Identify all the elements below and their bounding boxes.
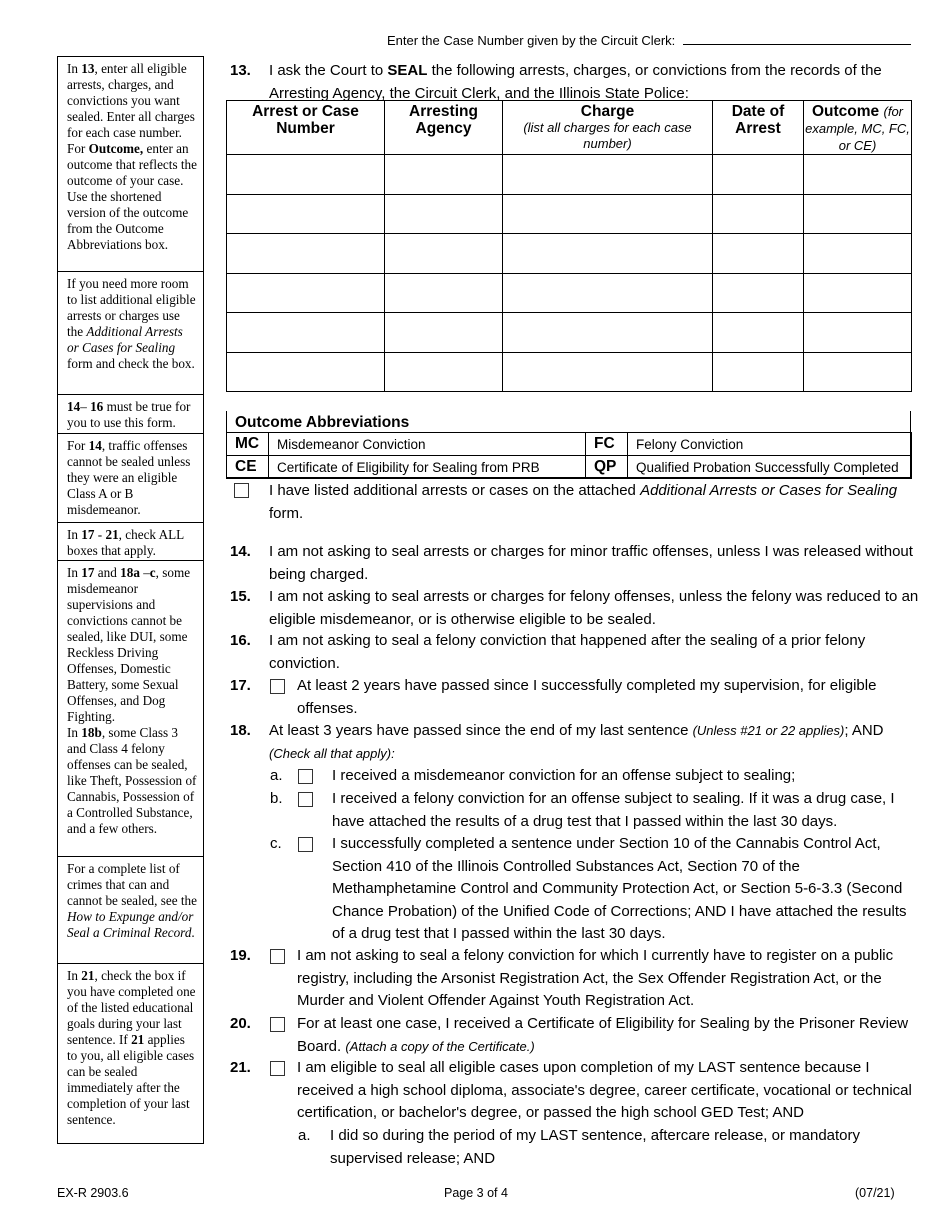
item-18a-label: a.	[270, 767, 283, 784]
outcome-cell[interactable]	[804, 273, 912, 313]
charge-cell[interactable]	[503, 352, 713, 392]
sidebar-box-17-21: In 17 - 21, check ALL boxes that apply.	[58, 523, 203, 561]
charge-cell[interactable]	[503, 194, 713, 234]
sidebar-box-complete-list: For a complete list of crimes that can and cannot be sealed, see the How to Expunge and/or Seal a Criminal Record.	[58, 857, 203, 964]
instructions-sidebar	[57, 56, 204, 1144]
sidebar-box-14-16: 14– 16 must be true for you to use this form.	[58, 395, 203, 434]
case-number-prompt: Enter the Case Number given by the Circuit Clerk:	[387, 33, 676, 48]
date-cell[interactable]	[713, 234, 804, 274]
case-number-cell[interactable]	[227, 155, 385, 195]
item-18: 18. At least 3 years have passed since the end of my last sentence (Unless #21 or 22 applies); AND (Check all that apply): a. I received a misdemeanor conviction for an offense subject to sealing; b. I received a felony conviction for an offense subject to sealing. If it was a drug case, I have attached the results of a drug test that I passed within the last 30 days. c. I successfully completed a sentence under Section 10 of the Cannabis Control Act, Section 410 of the Illinois Controlled Substances Act, Section 70 of the Methamphetamine Control and Community Protection Act, or Section 5-6-3.3 (Second Chance Probation) of the Unified Code of Corrections; AND I have attached the results of a drug test that I passed within the last 30 days.	[230, 720, 920, 945]
case-number-cell[interactable]	[227, 352, 385, 392]
arrests-table	[226, 100, 912, 392]
agency-cell[interactable]	[385, 194, 503, 234]
outcome-cell[interactable]	[804, 313, 912, 353]
agency-cell[interactable]	[385, 352, 503, 392]
table-row	[227, 234, 912, 274]
sidebar-box-additional: If you need more room to list additional eligible arrests or charges use the Additional Arrests or Cases for Sealing form and check the box.	[58, 272, 203, 395]
item-18b-label: b.	[270, 790, 283, 807]
date-cell[interactable]	[713, 352, 804, 392]
item-21a-text: I did so during the period of my LAST sentence, aftercare release, or mandatory supervised release; AND	[330, 1127, 861, 1167]
item-18a-checkbox[interactable]	[298, 769, 313, 784]
case-number-cell[interactable]	[227, 194, 385, 234]
item-21-checkbox[interactable]	[270, 1061, 285, 1076]
charge-cell[interactable]	[503, 155, 713, 195]
case-number-cell[interactable]	[227, 234, 385, 274]
outcome-cell[interactable]	[804, 352, 912, 392]
agency-cell[interactable]	[385, 155, 503, 195]
abbreviation-row: CE Certificate of Eligibility for Sealing from PRB QP Qualified Probation Successfully Completed	[227, 456, 912, 479]
charge-cell[interactable]	[503, 273, 713, 313]
outcome-cell[interactable]	[804, 155, 912, 195]
date-cell[interactable]	[713, 155, 804, 195]
date-cell[interactable]	[713, 194, 804, 234]
table-row	[227, 273, 912, 313]
item-21a-label: a.	[298, 1127, 311, 1144]
item-20-checkbox[interactable]	[270, 1017, 285, 1032]
abbreviations-title: Outcome Abbreviations	[235, 414, 410, 431]
form-id: EX-R 2903.6	[57, 1186, 129, 1200]
date-cell[interactable]	[713, 273, 804, 313]
item-17-checkbox[interactable]	[270, 679, 285, 694]
table-row	[227, 194, 912, 234]
charge-cell[interactable]	[503, 313, 713, 353]
case-number-field[interactable]	[683, 34, 911, 45]
charge-cell[interactable]	[503, 234, 713, 274]
agency-cell[interactable]	[385, 273, 503, 313]
outcome-cell[interactable]	[804, 234, 912, 274]
form-date: (07/21)	[855, 1186, 895, 1200]
abbreviation-row: MC Misdemeanor Conviction FC Felony Conviction	[227, 433, 912, 456]
item-18c-label: c.	[270, 835, 282, 852]
item-19-checkbox[interactable]	[270, 949, 285, 964]
sidebar-box-item21: In 21, check the box if you have completed one of the listed educational goals during your last sentence. If 21 applies to you, all eligible cases can be sealed immediately after the completion of your last sentence.	[67, 968, 196, 1127]
table-row	[227, 155, 912, 195]
abbreviations-grid	[226, 432, 912, 479]
col-header-agency: Arresting Agency	[385, 101, 503, 155]
case-number-cell[interactable]	[227, 273, 385, 313]
col-header-outcome: Outcome (for example, MC, FC, or CE)	[804, 101, 912, 155]
col-header-charge: Charge (list all charges for each case number)	[503, 101, 713, 155]
sidebar-box-traffic: For 14, traffic offenses cannot be sealed unless they were an eligible Class A or B misdemeanor.	[58, 434, 203, 523]
additional-arrests-checkbox[interactable]	[234, 483, 249, 498]
outcome-cell[interactable]	[804, 194, 912, 234]
item-18b-checkbox[interactable]	[298, 792, 313, 807]
item-13-text: I ask the Court to SEAL the following arrests, charges, or convictions from the records of the Arresting Agency, the Circuit Clerk, and the Illinois State Police:	[269, 62, 882, 102]
date-cell[interactable]	[713, 313, 804, 353]
item-18a-text: I received a misdemeanor conviction for an offense subject to sealing;	[332, 767, 796, 784]
item-21: 21. I am eligible to seal all eligible cases upon completion of my LAST sentence because I received a high school diploma, associate's degree, career certificate, vocational or technical certification, or bachelor's degree, or passed the high school GED Test; AND a. I did so during the period of my LAST sentence, aftercare release, or mandatory supervised release; AND	[230, 1057, 920, 1172]
item-18c-text: I successfully completed a sentence under Section 10 of the Cannabis Control Act, Section 410 of the Illinois Controlled Substances Act, Section 70 of the Methamphetamine Control and Community Protection Act, or Section 5-6-3.3 (Second Chance Probation) of the Unified Code of Corrections; AND I have attached the results of a drug test that I passed within the last 30 days.	[332, 835, 907, 942]
agency-cell[interactable]	[385, 234, 503, 274]
col-header-case-number: Arrest or Case Number	[227, 101, 385, 155]
outcome-abbreviations	[226, 411, 911, 478]
agency-cell[interactable]	[385, 313, 503, 353]
table-row	[227, 313, 912, 353]
page-number: Page 3 of 4	[444, 1186, 508, 1200]
case-number-cell[interactable]	[227, 313, 385, 353]
sidebar-box-item13: In 13, enter all eligible arrests, charges, and convictions you want sealed. Enter all charges for each case number. For Outcome, enter an outcome that reflects the outcome of your case. Use the shortened version of the outcome from the Outcome Abbreviations box.	[58, 57, 203, 272]
item-18b-text: I received a felony conviction for an offense subject to sealing. If it was a drug case, I have attached the results of a drug test that I passed within the last 30 days.	[332, 790, 895, 830]
col-header-date: Date of Arrest	[713, 101, 804, 155]
item-18c-checkbox[interactable]	[298, 837, 313, 852]
sidebar-box-misdemeanor: In 17 and 18a –c, some misdemeanor supervisions and convictions cannot be sealed, like DUI, some Reckless Driving Offenses, Domestic Battery, some Sexual Offenses, and Dog Fighting. In 18b, some Class 3 and Class 4 felony offenses can be sealed, like Theft, Possession of Cannabis, Possession of a Controlled Substance, and a few others.	[58, 561, 203, 857]
table-row	[227, 352, 912, 392]
case-number-header	[387, 33, 911, 48]
